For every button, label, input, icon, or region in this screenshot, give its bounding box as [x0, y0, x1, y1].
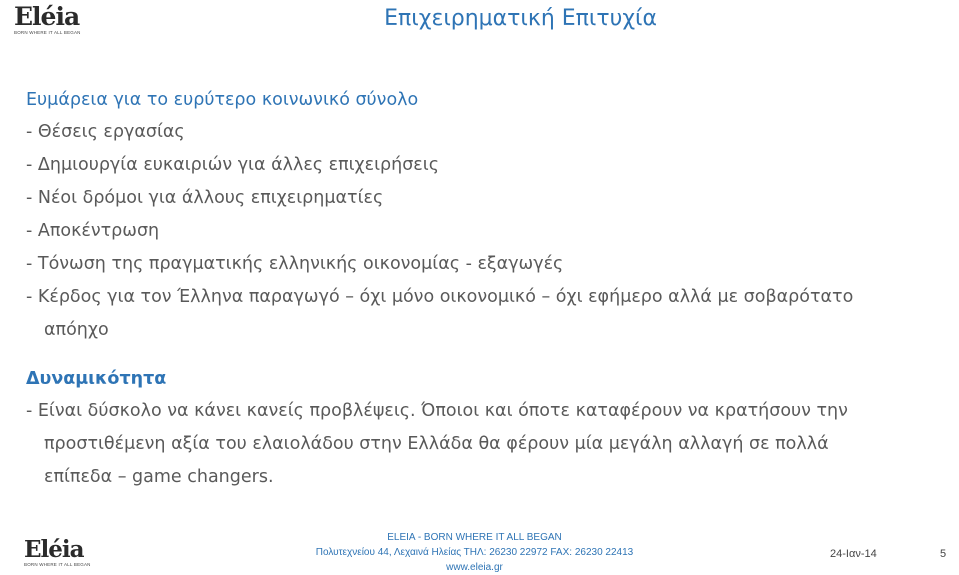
page-number: 5 — [940, 548, 947, 560]
list-item: - Νέοι δρόμοι για άλλους επιχειρηματίες — [26, 188, 384, 208]
brand-logo — [14, 4, 81, 35]
list-item: - Δημιουργία ευκαιριών για άλλες επιχειρήσεις — [26, 155, 439, 175]
footer-address-line: Πολυτεχνείου 44, Λεχαινά Ηλείας ΤΗΛ: 26230 22972 FAX: 26230 22413 — [315, 547, 634, 558]
footer-logo-tagline: BORN WHERE IT ALL BEGAN — [24, 562, 91, 567]
list-item: - Είναι δύσκολο να κάνει κανείς προβλέψεις. Όποιοι και όποτε καταφέρουν να κρατήσουν την προστιθέμενη αξία του ελαιολάδου στην Ελλάδα θα φέρουν μία μεγάλη αλλαγή σε πολλά επίπεδα – game changers. — [26, 401, 848, 487]
footer-info — [0, 530, 959, 575]
list-item: - Αποκέντρωση — [26, 221, 160, 241]
list-item: - Θέσεις εργασίας — [26, 122, 185, 142]
slide-title: Επιχειρηματική Επιτυχία — [384, 6, 657, 31]
footer-website: www.eleia.gr — [446, 562, 503, 573]
footer-company-line: ELEIA - BORN WHERE IT ALL BEGAN — [387, 532, 562, 543]
section-heading-prosperity: Ευμάρεια για το ευρύτερο κοινωνικό σύνολο — [26, 90, 419, 110]
slide-content — [26, 84, 936, 494]
footer-date: 24-Ιαν-14 — [830, 548, 877, 560]
footer-logo-wordmark: Eléia — [24, 536, 84, 563]
logo-wordmark: Eléia — [14, 2, 80, 31]
list-item: - Τόνωση της πραγματικής ελληνικής οικονομίας - εξαγωγές — [26, 254, 564, 274]
section-heading-dynamics: Δυναμικότητα — [26, 369, 167, 389]
list-item: - Κέρδος για τον Έλληνα παραγωγό – όχι μόνο οικονομικό – όχι εφήμερο αλλά με σοβαρότατο απόηχο — [26, 287, 854, 340]
logo-tagline: BORN WHERE IT ALL BEGAN — [14, 30, 81, 35]
